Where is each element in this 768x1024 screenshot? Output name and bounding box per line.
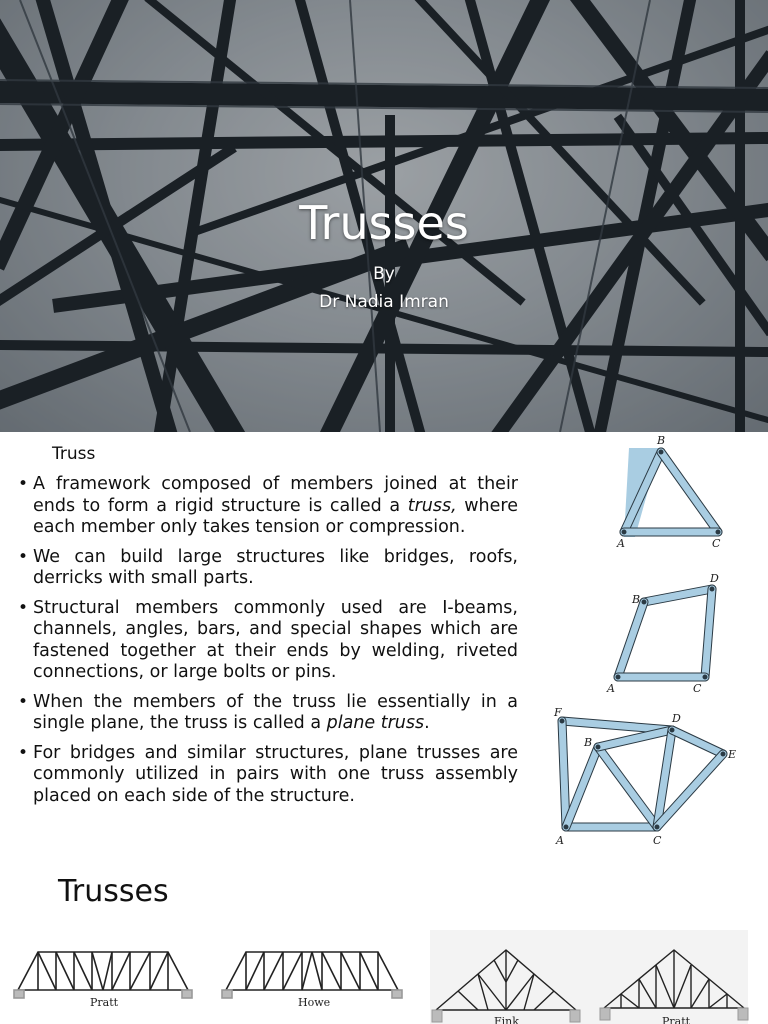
bullet-item xyxy=(18,598,518,684)
title-slide xyxy=(0,0,768,432)
joint-label: A xyxy=(556,834,564,847)
fink-truss-roof-diagram xyxy=(430,930,600,1024)
joint-label: E xyxy=(728,748,737,761)
byline-label: By xyxy=(373,264,395,284)
bullet-text: Structural members commonly used are I-beams, channels, angles, bars, and special shapes which are fastened together at their ends by welding, riveted connections, or large bolts or pins. xyxy=(33,597,518,682)
truss-type-label: Pratt xyxy=(662,1015,691,1024)
bullet-item xyxy=(18,547,518,590)
joint-label: C xyxy=(712,537,721,550)
bullet-emphasis: plane truss xyxy=(326,713,425,733)
bullet-emphasis: truss, xyxy=(407,495,457,516)
slide-title: Trusses xyxy=(58,874,169,909)
howe-truss-flat-diagram xyxy=(222,952,402,998)
pratt-truss-flat-diagram xyxy=(14,952,192,998)
bullet-text: where each member only takes tension or compression. xyxy=(33,495,518,537)
joint-label: D xyxy=(672,712,681,725)
quadrilateral-truss-diagram xyxy=(616,587,714,679)
joint-label: B xyxy=(657,434,666,447)
joint-label: A xyxy=(617,537,625,550)
bullet-text: . xyxy=(424,713,430,733)
truss-diagrams xyxy=(540,432,768,862)
bullet-item xyxy=(18,692,518,735)
joint-label: B xyxy=(632,593,641,606)
bullet-text: We can build large structures like bridges, roofs, derricks with small parts. xyxy=(33,546,518,588)
slide-title: Trusses xyxy=(299,196,469,250)
truss-type-label: Fink xyxy=(494,1015,519,1024)
pratt-truss-roof-diagram xyxy=(600,930,748,1024)
bullet-list xyxy=(18,474,518,815)
truss-type-label: Howe xyxy=(298,996,331,1009)
bullet-text: When the members of the truss lie essentially in a single plane, the truss is called a xyxy=(33,691,518,733)
joint-label: C xyxy=(653,834,662,847)
joint-label: D xyxy=(710,572,719,585)
bullet-item xyxy=(18,474,518,539)
truss-types-slide xyxy=(0,862,768,1024)
author-name: Dr Nadia Imran xyxy=(319,292,449,312)
slide-heading: Truss xyxy=(52,444,96,464)
bullet-text: For bridges and similar structures, plane trusses are commonly utilized in pairs with one truss assembly placed on each side of the structure. xyxy=(33,742,518,806)
truss-definition-slide xyxy=(0,432,768,862)
bullet-text: A framework composed of members joined at their ends to form a rigid structure is called a xyxy=(33,474,518,516)
joint-label: C xyxy=(693,682,702,695)
truss-types-diagrams xyxy=(0,922,768,1024)
joint-label: F xyxy=(554,706,562,719)
bullet-item xyxy=(18,743,518,808)
joint-label: B xyxy=(584,736,593,749)
triangle-truss-diagram xyxy=(622,448,720,537)
truss-type-label: Pratt xyxy=(90,996,119,1009)
joint-label: A xyxy=(607,682,615,695)
